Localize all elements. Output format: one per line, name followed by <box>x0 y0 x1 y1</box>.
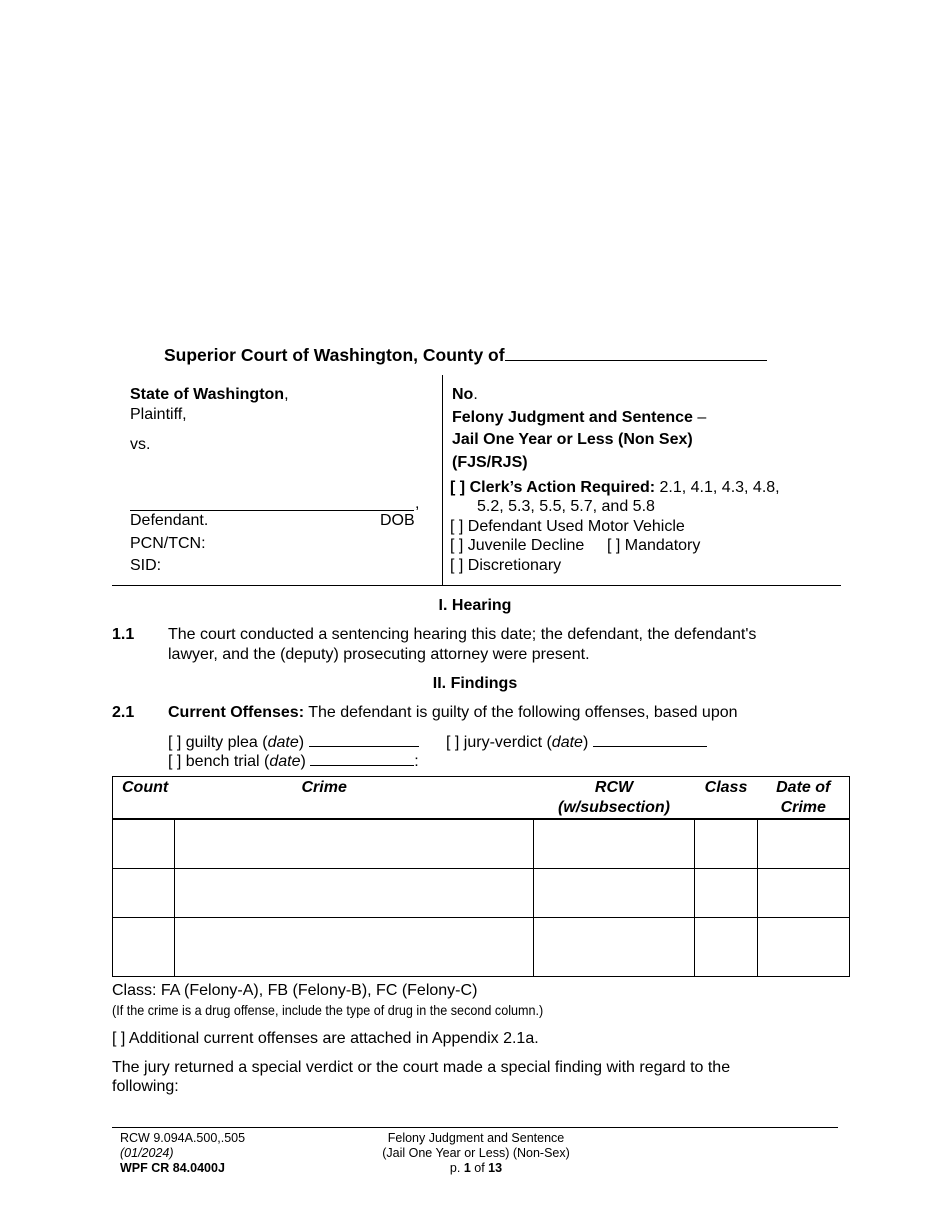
doc-title-3: (FJS/RJS) <box>452 454 528 471</box>
special-verdict-text-2: following: <box>112 1078 179 1095</box>
class-cell[interactable] <box>695 868 758 917</box>
count-cell[interactable] <box>113 819 175 868</box>
class-cell[interactable] <box>695 917 758 976</box>
offense-table <box>112 776 850 977</box>
guilty-plea-checkbox[interactable]: [ ] guilty plea ( <box>168 734 268 751</box>
findings-heading: II. Findings <box>432 675 518 692</box>
header-date <box>758 777 850 820</box>
header-rcw-line1: RCW <box>594 779 634 796</box>
motor-vehicle-checkbox[interactable]: [ ] Defendant Used Motor Vehicle <box>450 518 685 535</box>
state-line <box>130 385 289 404</box>
count-cell[interactable] <box>113 868 175 917</box>
page-total: 13 <box>488 1161 503 1175</box>
drug-note: (If the crime is a drug offense, include the type of drug in the second column.) <box>112 1002 544 1018</box>
caption-divider <box>442 375 443 585</box>
plaintiff-label: Plaintiff, <box>130 406 187 423</box>
guilty-plea-date-blank[interactable] <box>309 732 419 747</box>
guilty-plea-date-word: date <box>267 734 299 751</box>
state-comma: , <box>284 386 289 403</box>
header-date-line1: Date of <box>776 779 831 796</box>
class-legend: Class: FA (Felony-A), FB (Felony-B), FC (Felony-C) <box>112 982 478 999</box>
guilty-plea-option[interactable] <box>168 732 419 752</box>
bench-trial-checkbox[interactable]: [ ] bench trial ( <box>168 753 270 770</box>
offense-table-header <box>113 777 850 820</box>
doc-title-dash: – <box>692 409 707 426</box>
court-title <box>164 345 767 366</box>
jury-verdict-paren: ) <box>582 734 589 751</box>
bench-trial-date-blank[interactable] <box>310 751 414 766</box>
header-rcw <box>534 777 695 820</box>
header-class: Class <box>695 777 758 820</box>
sig-comma: , <box>415 495 420 512</box>
current-offenses-label: Current Offenses: <box>168 704 305 721</box>
crime-cell[interactable] <box>175 868 534 917</box>
hearing-text-1: The court conducted a sentencing hearing this date; the defendant, the defendant's <box>168 626 757 643</box>
jury-verdict-checkbox[interactable]: [ ] jury-verdict ( <box>446 734 552 751</box>
court-title-text: Superior Court of Washington, County of <box>164 345 505 365</box>
header-crime: Crime <box>175 777 534 820</box>
date-cell[interactable] <box>758 868 850 917</box>
footer-rule <box>112 1127 838 1128</box>
mandatory-checkbox[interactable]: [ ] Mandatory <box>607 537 701 554</box>
footer-form-number: WPF CR 84.0400J <box>120 1161 225 1175</box>
doc-title-1 <box>452 408 706 427</box>
footer-rcw: RCW 9.094A.500,.505 <box>120 1131 246 1145</box>
table-row <box>113 917 850 976</box>
case-number-line <box>452 385 478 404</box>
date-cell[interactable] <box>758 917 850 976</box>
date-cell[interactable] <box>758 819 850 868</box>
doc-title-2: Jail One Year or Less (Non Sex) <box>452 431 693 448</box>
page-of: of <box>470 1161 489 1175</box>
discretionary-checkbox[interactable]: [ ] Discretionary <box>450 557 562 574</box>
clerk-action-items-1: 2.1, 4.1, 4.3, 4.8, <box>655 479 780 496</box>
defendant-label: Defendant. <box>130 512 209 529</box>
dob-label: DOB <box>380 512 415 529</box>
footer-title-1: Felony Judgment and Sentence <box>387 1131 565 1145</box>
header-count: Count <box>113 777 175 820</box>
rcw-cell[interactable] <box>534 819 695 868</box>
crime-cell[interactable] <box>175 917 534 976</box>
rcw-cell[interactable] <box>534 917 695 976</box>
table-row <box>113 819 850 868</box>
hearing-heading: I. Hearing <box>438 597 512 614</box>
clerk-action-checkbox[interactable]: [ ] <box>450 479 466 496</box>
current-offenses-text: The defendant is guilty of the following offenses, based upon <box>304 704 738 721</box>
class-cell[interactable] <box>695 819 758 868</box>
page-prefix: p. <box>449 1161 464 1175</box>
crime-cell[interactable] <box>175 819 534 868</box>
footer-title-2: (Jail One Year or Less) (Non-Sex) <box>382 1146 570 1160</box>
clerk-action-label: Clerk’s Action Required: <box>469 479 656 496</box>
header-rcw-line2: (w/subsection) <box>557 799 670 816</box>
guilty-plea-paren: ) <box>298 734 305 751</box>
table-row <box>113 868 850 917</box>
jury-verdict-option[interactable] <box>446 732 707 752</box>
state-name: State of Washington <box>130 386 285 403</box>
clerk-action-line[interactable] <box>450 478 780 497</box>
hearing-text-2: lawyer, and the (deputy) prosecuting attorney were present. <box>168 646 590 663</box>
footer-page-number <box>326 1161 626 1176</box>
caption-bottom-rule <box>112 585 841 586</box>
clerk-action-items-2: 5.2, 5.3, 5.5, 5.7, and 5.8 <box>477 498 655 515</box>
juvenile-decline-checkbox[interactable]: [ ] Juvenile Decline <box>450 537 585 554</box>
bench-trial-colon: : <box>414 753 419 770</box>
bench-trial-date-word: date <box>269 753 301 770</box>
vs-label: vs. <box>130 436 151 453</box>
county-blank[interactable] <box>505 345 767 361</box>
bench-trial-paren: ) <box>300 753 306 770</box>
bench-trial-option[interactable] <box>168 751 419 771</box>
count-cell[interactable] <box>113 917 175 976</box>
footer-date: (01/2024) <box>120 1146 174 1160</box>
page-current: 1 <box>463 1161 471 1175</box>
section-1-1-number: 1.1 <box>112 626 135 643</box>
additional-offenses-checkbox[interactable]: [ ] Additional current offenses are attached in Appendix 2.1a. <box>112 1030 539 1047</box>
jury-verdict-date-word: date <box>551 734 583 751</box>
jury-verdict-date-blank[interactable] <box>593 732 707 747</box>
section-2-1-number: 2.1 <box>112 704 135 721</box>
doc-title-1-text: Felony Judgment and Sentence <box>452 409 693 426</box>
case-number-dot: . <box>473 386 478 403</box>
header-date-line2: Crime <box>780 799 826 816</box>
case-number-label: No <box>452 386 474 403</box>
sid-label: SID: <box>130 557 162 574</box>
current-offenses-line <box>168 703 738 722</box>
pcn-label: PCN/TCN: <box>130 535 206 552</box>
special-verdict-text-1: The jury returned a special verdict or the court made a special finding with regard to the <box>112 1059 731 1076</box>
rcw-cell[interactable] <box>534 868 695 917</box>
